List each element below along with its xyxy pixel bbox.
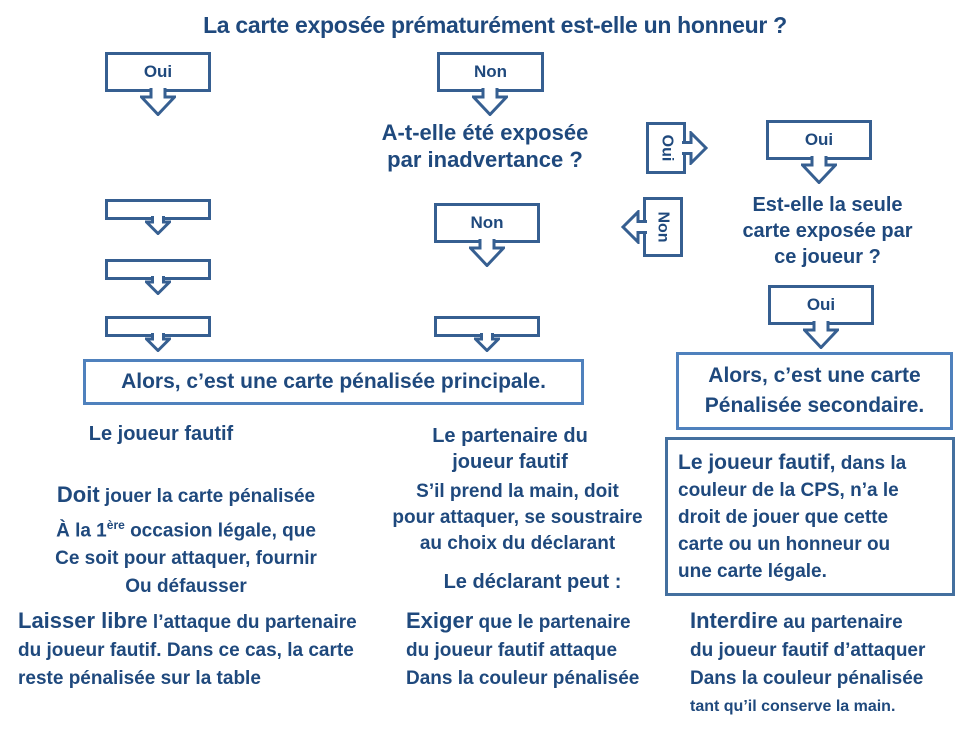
mid-no-box — [434, 203, 540, 243]
option-interdire-line1: Interdire au partenaire — [690, 608, 903, 633]
partenaire-rules-line3: au choix du déclarant — [419, 533, 616, 554]
option-interdire-line2: du joueur fautif d’attaquer — [690, 640, 926, 661]
option-interdire-line4: tant qu’il conserve la main. — [690, 698, 896, 715]
option-laisser-line1: Laisser libre l’attaque du partenaire — [18, 608, 357, 633]
down-arrow-icon — [145, 216, 171, 235]
right-yes-box-1 — [766, 120, 872, 160]
side-no-label: Non — [654, 211, 672, 243]
page-title: La carte exposée prématurément est-elle un honneur ? — [203, 12, 787, 38]
question-inadvertance-line1: A-t-elle été exposée — [381, 120, 589, 145]
cps-rule-box — [665, 437, 955, 596]
option-exiger-line1: Exiger que le partenaire — [406, 608, 631, 633]
cps-rule-line3: droit de jouer que cette — [678, 507, 889, 528]
side-no-box — [643, 197, 683, 257]
result-secondaire-line1: Alors, c’est une carte — [708, 364, 921, 387]
side-yes-box — [646, 122, 686, 174]
top-yes-box — [105, 52, 211, 92]
top-no-label: Non — [473, 62, 508, 81]
question-seule-line1: Est-elle la seule — [752, 194, 903, 216]
cps-rule-line1: Le joueur fautif, dans la — [678, 451, 907, 474]
option-interdire-line3: Dans la couleur pénalisée — [690, 668, 924, 689]
right-yes-1-label: Oui — [804, 130, 834, 149]
result-secondaire-line2: Pénalisée secondaire. — [704, 394, 925, 417]
down-arrow-icon — [801, 156, 837, 184]
down-arrow-icon — [474, 333, 500, 352]
mid-no-label: Non — [470, 213, 504, 232]
down-arrow-icon — [803, 321, 839, 349]
down-arrow-icon — [145, 333, 171, 352]
question-seule — [715, 192, 940, 270]
down-arrow-icon — [140, 88, 176, 116]
option-interdire — [690, 607, 965, 721]
right-yes-2-label: Oui — [806, 295, 836, 314]
result-principale-box — [83, 359, 584, 405]
left-arrow-icon — [621, 210, 647, 244]
right-yes-box-2 — [768, 285, 874, 325]
option-laisser-line3: reste pénalisée sur la table — [18, 668, 261, 689]
down-arrow-icon — [145, 276, 171, 295]
joueur-fautif-rules-line4: Ou défausser — [125, 576, 247, 598]
option-exiger — [406, 607, 676, 693]
heading-partenaire-line2: joueur fautif — [452, 451, 568, 473]
side-yes-label: Oui — [657, 134, 675, 162]
cps-rule-line2: couleur de la CPS, n’a le — [678, 480, 899, 501]
option-laisser-libre — [18, 607, 393, 693]
cps-rule-line4: carte ou un honneur ou — [678, 534, 891, 555]
down-arrow-icon — [469, 239, 505, 267]
heading-partenaire — [395, 423, 625, 475]
joueur-fautif-rules-line2: À la 1ère occasion légale, que — [56, 518, 316, 542]
heading-partenaire-line1: Le partenaire du — [432, 425, 588, 447]
question-inadvertance-line2: par inadvertance ? — [387, 147, 583, 172]
joueur-fautif-rules-line3: Ce soit pour attaquer, fournir — [55, 548, 317, 570]
right-arrow-icon — [682, 131, 708, 165]
joueur-fautif-rules — [30, 481, 342, 601]
option-exiger-line2: du joueur fautif attaque — [406, 640, 618, 661]
partenaire-rules-line2: pour attaquer, se soustraire — [392, 507, 643, 528]
down-arrow-icon — [472, 88, 508, 116]
partenaire-rules-line1: S’il prend la main, doit — [416, 481, 619, 502]
result-secondaire-box — [676, 352, 953, 430]
question-seule-line3: ce joueur ? — [774, 246, 881, 268]
option-exiger-line3: Dans la couleur pénalisée — [406, 668, 640, 689]
partenaire-rules — [355, 479, 680, 557]
heading-declarant-peut: Le déclarant peut : — [443, 571, 622, 593]
option-laisser-line2: du joueur fautif. Dans ce cas, la carte — [18, 640, 354, 661]
result-principale-text: Alors, c’est une carte pénalisée principale. — [121, 370, 546, 393]
question-seule-line2: carte exposée par — [742, 220, 913, 242]
question-inadvertance — [360, 119, 610, 173]
heading-joueur-fautif: Le joueur fautif — [88, 423, 234, 445]
top-yes-label: Oui — [143, 62, 173, 81]
joueur-fautif-rules-line1: Doit jouer la carte pénalisée — [56, 482, 316, 507]
top-no-box — [437, 52, 544, 92]
cps-rule-line5: une carte légale. — [678, 561, 827, 582]
